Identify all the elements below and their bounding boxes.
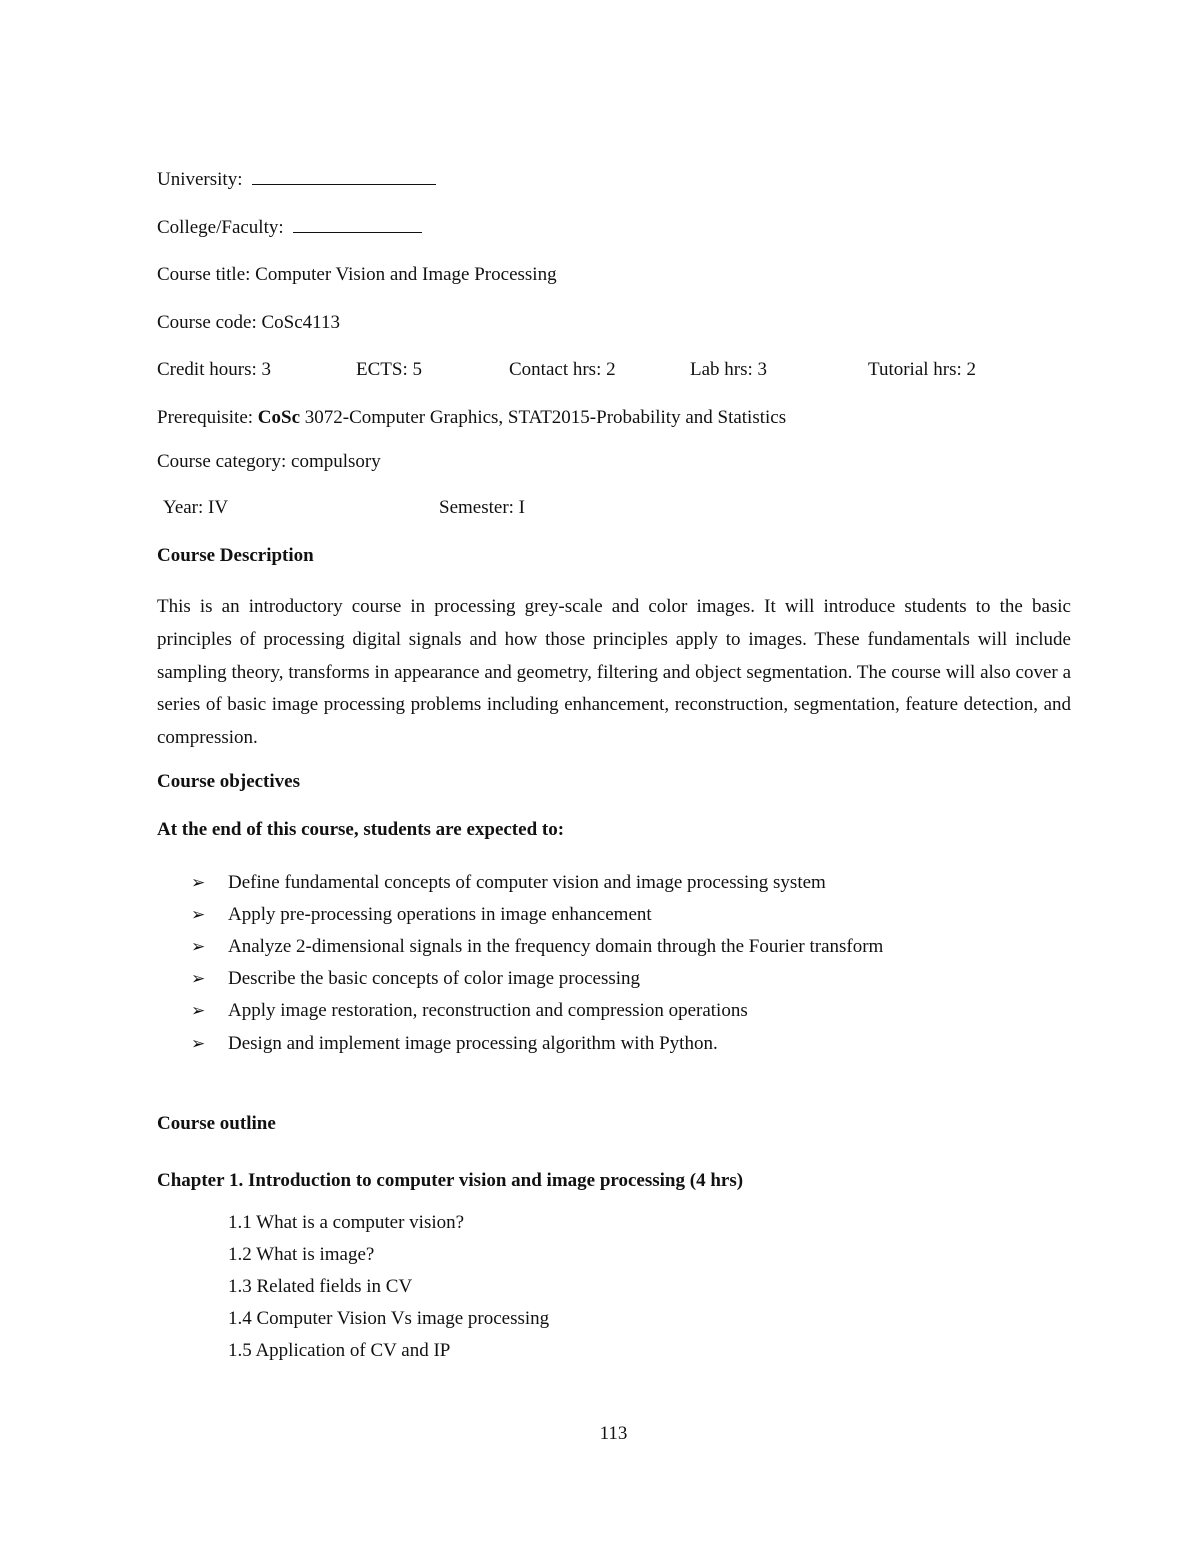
objective-item: ➢ Apply pre-processing operations in image enhancement (191, 904, 652, 925)
arrow-bullet-icon: ➢ (191, 905, 206, 924)
college-blank (293, 218, 422, 233)
page-number: 113 (599, 1423, 628, 1444)
arrow-bullet-icon: ➢ (191, 937, 206, 956)
tutorial-hours: Tutorial hrs: 2 (868, 359, 977, 380)
section-item: 1.5 Application of CV and IP (228, 1340, 451, 1361)
course-category: Course category: compulsory (157, 451, 381, 472)
university-blank (252, 170, 436, 185)
objective-item: ➢ Analyze 2-dimensional signals in the frequency domain through the Fourier transform (191, 936, 884, 957)
section-item: 1.2 What is image? (228, 1244, 375, 1265)
credit-hours: Credit hours: 3 (157, 359, 271, 380)
arrow-bullet-icon: ➢ (191, 1001, 206, 1020)
contact-hours: Contact hrs: 2 (509, 359, 616, 380)
arrow-bullet-icon: ➢ (191, 969, 206, 988)
college-line (157, 217, 422, 240)
course-description-heading: Course Description (157, 545, 314, 566)
university-label: University: (157, 169, 243, 190)
prerequisite-bold: CoSc (257, 407, 301, 428)
year: Year: IV (163, 497, 229, 518)
section-item: 1.1 What is a computer vision? (228, 1212, 465, 1233)
chapter-1-title: Chapter 1. Introduction to computer vision and image processing (4 hrs) (157, 1170, 744, 1191)
objective-item: ➢ Describe the basic concepts of color image processing (191, 968, 641, 989)
university-line (157, 169, 436, 192)
objective-item: ➢ Apply image restoration, reconstruction and compression operations (191, 1000, 748, 1021)
objective-item: ➢ Design and implement image processing algorithm with Python. (191, 1033, 718, 1054)
section-item: 1.4 Computer Vision Vs image processing (228, 1308, 550, 1329)
objective-item: ➢ Define fundamental concepts of computer vision and image processing system (191, 872, 826, 893)
course-outline-heading: Course outline (157, 1113, 276, 1134)
course-objectives-heading: Course objectives (157, 771, 300, 792)
course-title: Course title: Computer Vision and Image Processing (157, 264, 557, 285)
course-description-text: This is an introductory course in processing grey-scale and color images. It will introduce students to the basic principles of processing digital signals and how those principles apply to images. These fundamentals will include sampling theory, transforms in appearance and geometry, filtering and object segmentation. The course will also cover a series of basic image processing problems including enhancement, reconstruction, segmentation, feature detection, and compression. (157, 596, 1071, 748)
prerequisite-rest: 3072-Computer Graphics, STAT2015-Probability and Statistics (300, 407, 787, 428)
prerequisite-label: Prerequisite: (157, 407, 258, 428)
section-item: 1.3 Related fields in CV (228, 1276, 413, 1297)
course-code: Course code: CoSc4113 (157, 312, 340, 333)
semester: Semester: I (439, 497, 526, 518)
prerequisite (157, 407, 786, 430)
ects: ECTS: 5 (356, 359, 422, 380)
objectives-intro: At the end of this course, students are expected to: (157, 819, 565, 840)
lab-hours: Lab hrs: 3 (690, 359, 768, 380)
college-label: College/Faculty: (157, 217, 284, 238)
arrow-bullet-icon: ➢ (191, 873, 206, 892)
arrow-bullet-icon: ➢ (191, 1034, 206, 1053)
